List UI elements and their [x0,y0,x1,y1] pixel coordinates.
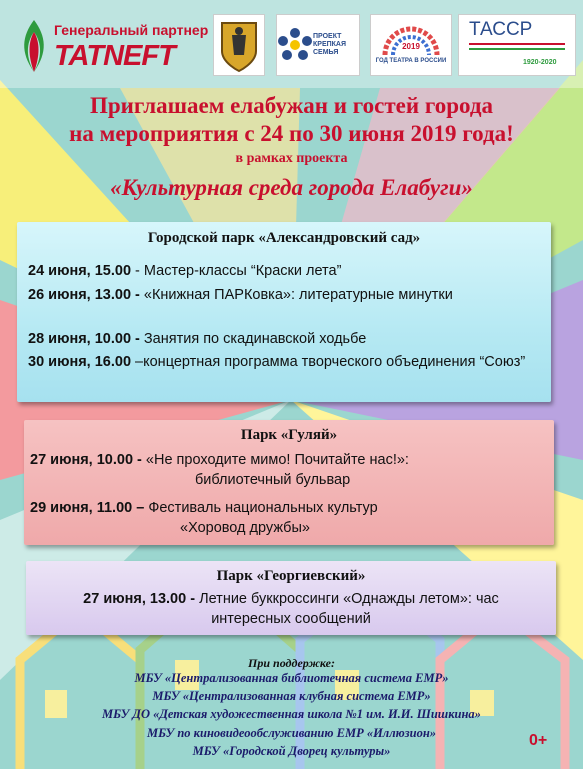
event-date: 26 июня, 13.00 - [28,287,144,303]
partner-label: Генеральный партнер [54,22,209,38]
theatre-logo-text: ГОД ТЕАТРА В РОССИИ [375,58,447,64]
event-item [28,352,550,372]
tatneft-flame-icon [14,18,54,74]
event-item [30,450,550,490]
event-item [30,498,550,538]
park-georgievsky-box [26,561,556,635]
header [0,0,583,88]
event-desc: Фестиваль национальных культур [148,500,378,516]
tassr-logo-year: 1920-2020 [523,59,557,66]
invitation-title-line1: Приглашаем елабужан и гостей города [90,93,493,118]
event-desc: –концертная программа творческого объединения “Союз” [135,354,526,370]
event-desc: Летние буккроссинги «Однажды летом»: час [199,591,499,607]
support-org: МБУ «Централизованная библиотечная система ЕМР» [134,671,449,685]
event-item [28,329,366,349]
event-desc: - Мастер-классы “Краски лета” [135,263,342,279]
theatre-logo-year: 2019 [402,42,420,51]
tassr-logo [458,14,576,76]
park-title: Городской парк «Александровский сад» [147,230,421,246]
support-org: МБУ «Городской Дворец культуры» [192,744,391,758]
family-logo-text: ПРОЕКТ КРЕПКАЯ СЕМЬЯ [313,33,347,56]
event-desc-cont: «Хоровод дружбы» [180,520,310,536]
tassr-divider-green [469,48,565,50]
event-desc: «Не проходите мимо! Почитайте нас!»: [145,452,409,468]
park-gulyai-box [24,420,554,545]
tassr-logo-title: ТАССР [469,19,533,40]
support-org: МБУ «Централизованная клубная система ЕМР» [152,689,431,703]
event-date: 24 июня, 15.00 [28,263,136,279]
event-desc-cont: библиотечный бульвар [195,472,351,488]
event-date: 28 июня, 10.00 - [28,331,144,347]
event-date: 27 июня, 10.00 - [30,452,146,468]
event-desc: Занятия по скадинавской ходьбе [143,331,367,347]
family-project-logo [276,14,360,76]
event-desc-cont: интересных сообщений [211,611,371,627]
support-org: МБУ ДО «Детская художественная школа №1 им. И.И. Шишкина» [102,707,481,721]
event-date: 29 июня, 11.00 – [30,500,149,516]
project-name: «Культурная среда города Елабуги» [110,175,473,200]
park-alexandrovsky-box [17,222,551,402]
event-item [28,285,528,305]
support-org: МБУ по киновидеообслуживанию ЕМР «Иллюзион» [146,726,437,740]
event-desc: «Книжная ПАРКовка»: литературные минутки [143,287,453,303]
partner-brand: TATNEFT [54,40,175,72]
park-title: Парк «Гуляй» [240,427,338,443]
tassr-divider [469,43,565,45]
coat-of-arms-logo [213,14,265,76]
event-item [30,589,552,629]
age-rating-badge: 0+ [529,732,548,749]
event-date: 30 июня, 16.00 [28,354,136,370]
support-heading: При поддержке: [248,656,335,670]
theatre-year-logo [370,14,452,76]
park-title: Парк «Георгиевский» [216,568,366,584]
invitation-title-line2: на мероприятия с 24 по 30 июня 2019 года! [69,121,514,146]
event-item [28,261,341,281]
project-subtitle: в рамках проекта [235,151,348,166]
flower-icon [277,27,313,63]
tatneft-logo [14,14,209,76]
event-date: 27 июня, 13.00 - [83,591,200,607]
